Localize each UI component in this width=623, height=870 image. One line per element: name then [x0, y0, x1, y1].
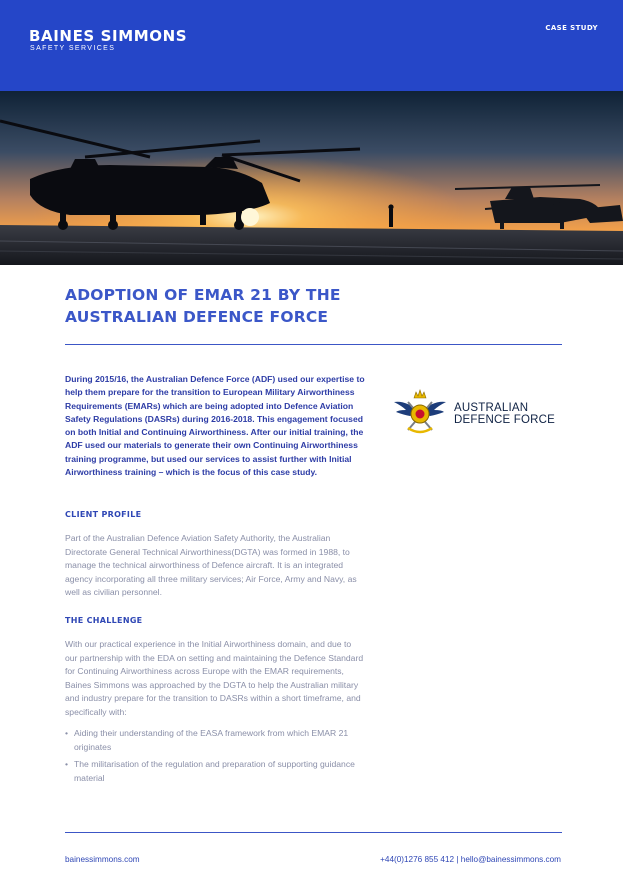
- challenge-bullet-list: [65, 727, 365, 789]
- brand-name: BAINES SIMMONS: [29, 27, 188, 45]
- challenge-heading: THE CHALLENGE: [65, 616, 143, 625]
- challenge-text: With our practical experience in the Initial Airworthiness domain, and due to our partnership with the EDA on setting and maintaining the Defence Standard for Continuing Airworthiness across Europe with the EMAR requirements, Baines Simmons was approached by the DGTA to help the Australian military and industry prepare for the transition to DASRs within a short timeframe, and specifically with:: [65, 639, 364, 717]
- client-profile-text: Part of the Australian Defence Aviation Safety Authority, the Australian Directorate General Technical Airworthiness(DGTA) was formed in 1988, to manage the technical airworthiness of Defence aircraft. It is an integrated agency incorporating all three military services; Air Force, Army and Navy, as well as civilian personnel.: [65, 533, 357, 597]
- helicopter-sunset-photo: [0, 91, 623, 265]
- adf-logo: [392, 388, 567, 440]
- title-divider: [65, 344, 562, 345]
- title-line-2: AUSTRALIAN DEFENCE FORCE: [65, 308, 329, 326]
- logo-line-2: DEFENCE FORCE: [454, 414, 555, 426]
- brand-tagline: SAFETY SERVICES: [30, 45, 116, 52]
- intro-paragraph: During 2015/16, the Australian Defence Force (ADF) used our expertise to help them prepare for the transition to European Military Airworthiness Requirements (EMARs) which are being adopted into Defence Aviation Safety Regulations (DASRs) during 2016-2018. This engagement focused on both Initial and Continuing Airworthiness. After our initial training, the ADF used our materials to generate their own Continuing Airworthiness training programme, but used our services to assist further with Initial Airworthiness training – which is the focus of this case study.: [65, 374, 365, 478]
- logo-line-1: AUSTRALIAN: [454, 402, 529, 414]
- client-profile-heading: CLIENT PROFILE: [65, 510, 142, 519]
- page-title: [65, 284, 485, 328]
- list-item: • The militarisation of the regulation and preparation of supporting guidance material: [65, 758, 365, 785]
- title-line-1: ADOPTION OF EMAR 21 BY THE: [65, 286, 341, 304]
- website-link[interactable]: bainessimmons.com: [65, 855, 140, 864]
- adf-crest-icon: [392, 388, 448, 440]
- header-bar: [0, 0, 623, 91]
- contact-info[interactable]: +44(0)1276 855 412 | hello@bainessimmons.com: [380, 855, 561, 864]
- case-study-label: CASE STUDY: [545, 24, 598, 32]
- list-item: • Aiding their understanding of the EASA framework from which EMAR 21 originates: [65, 727, 365, 754]
- logo-text: [454, 402, 555, 426]
- hero-image: [0, 91, 623, 265]
- footer-divider: [65, 832, 562, 833]
